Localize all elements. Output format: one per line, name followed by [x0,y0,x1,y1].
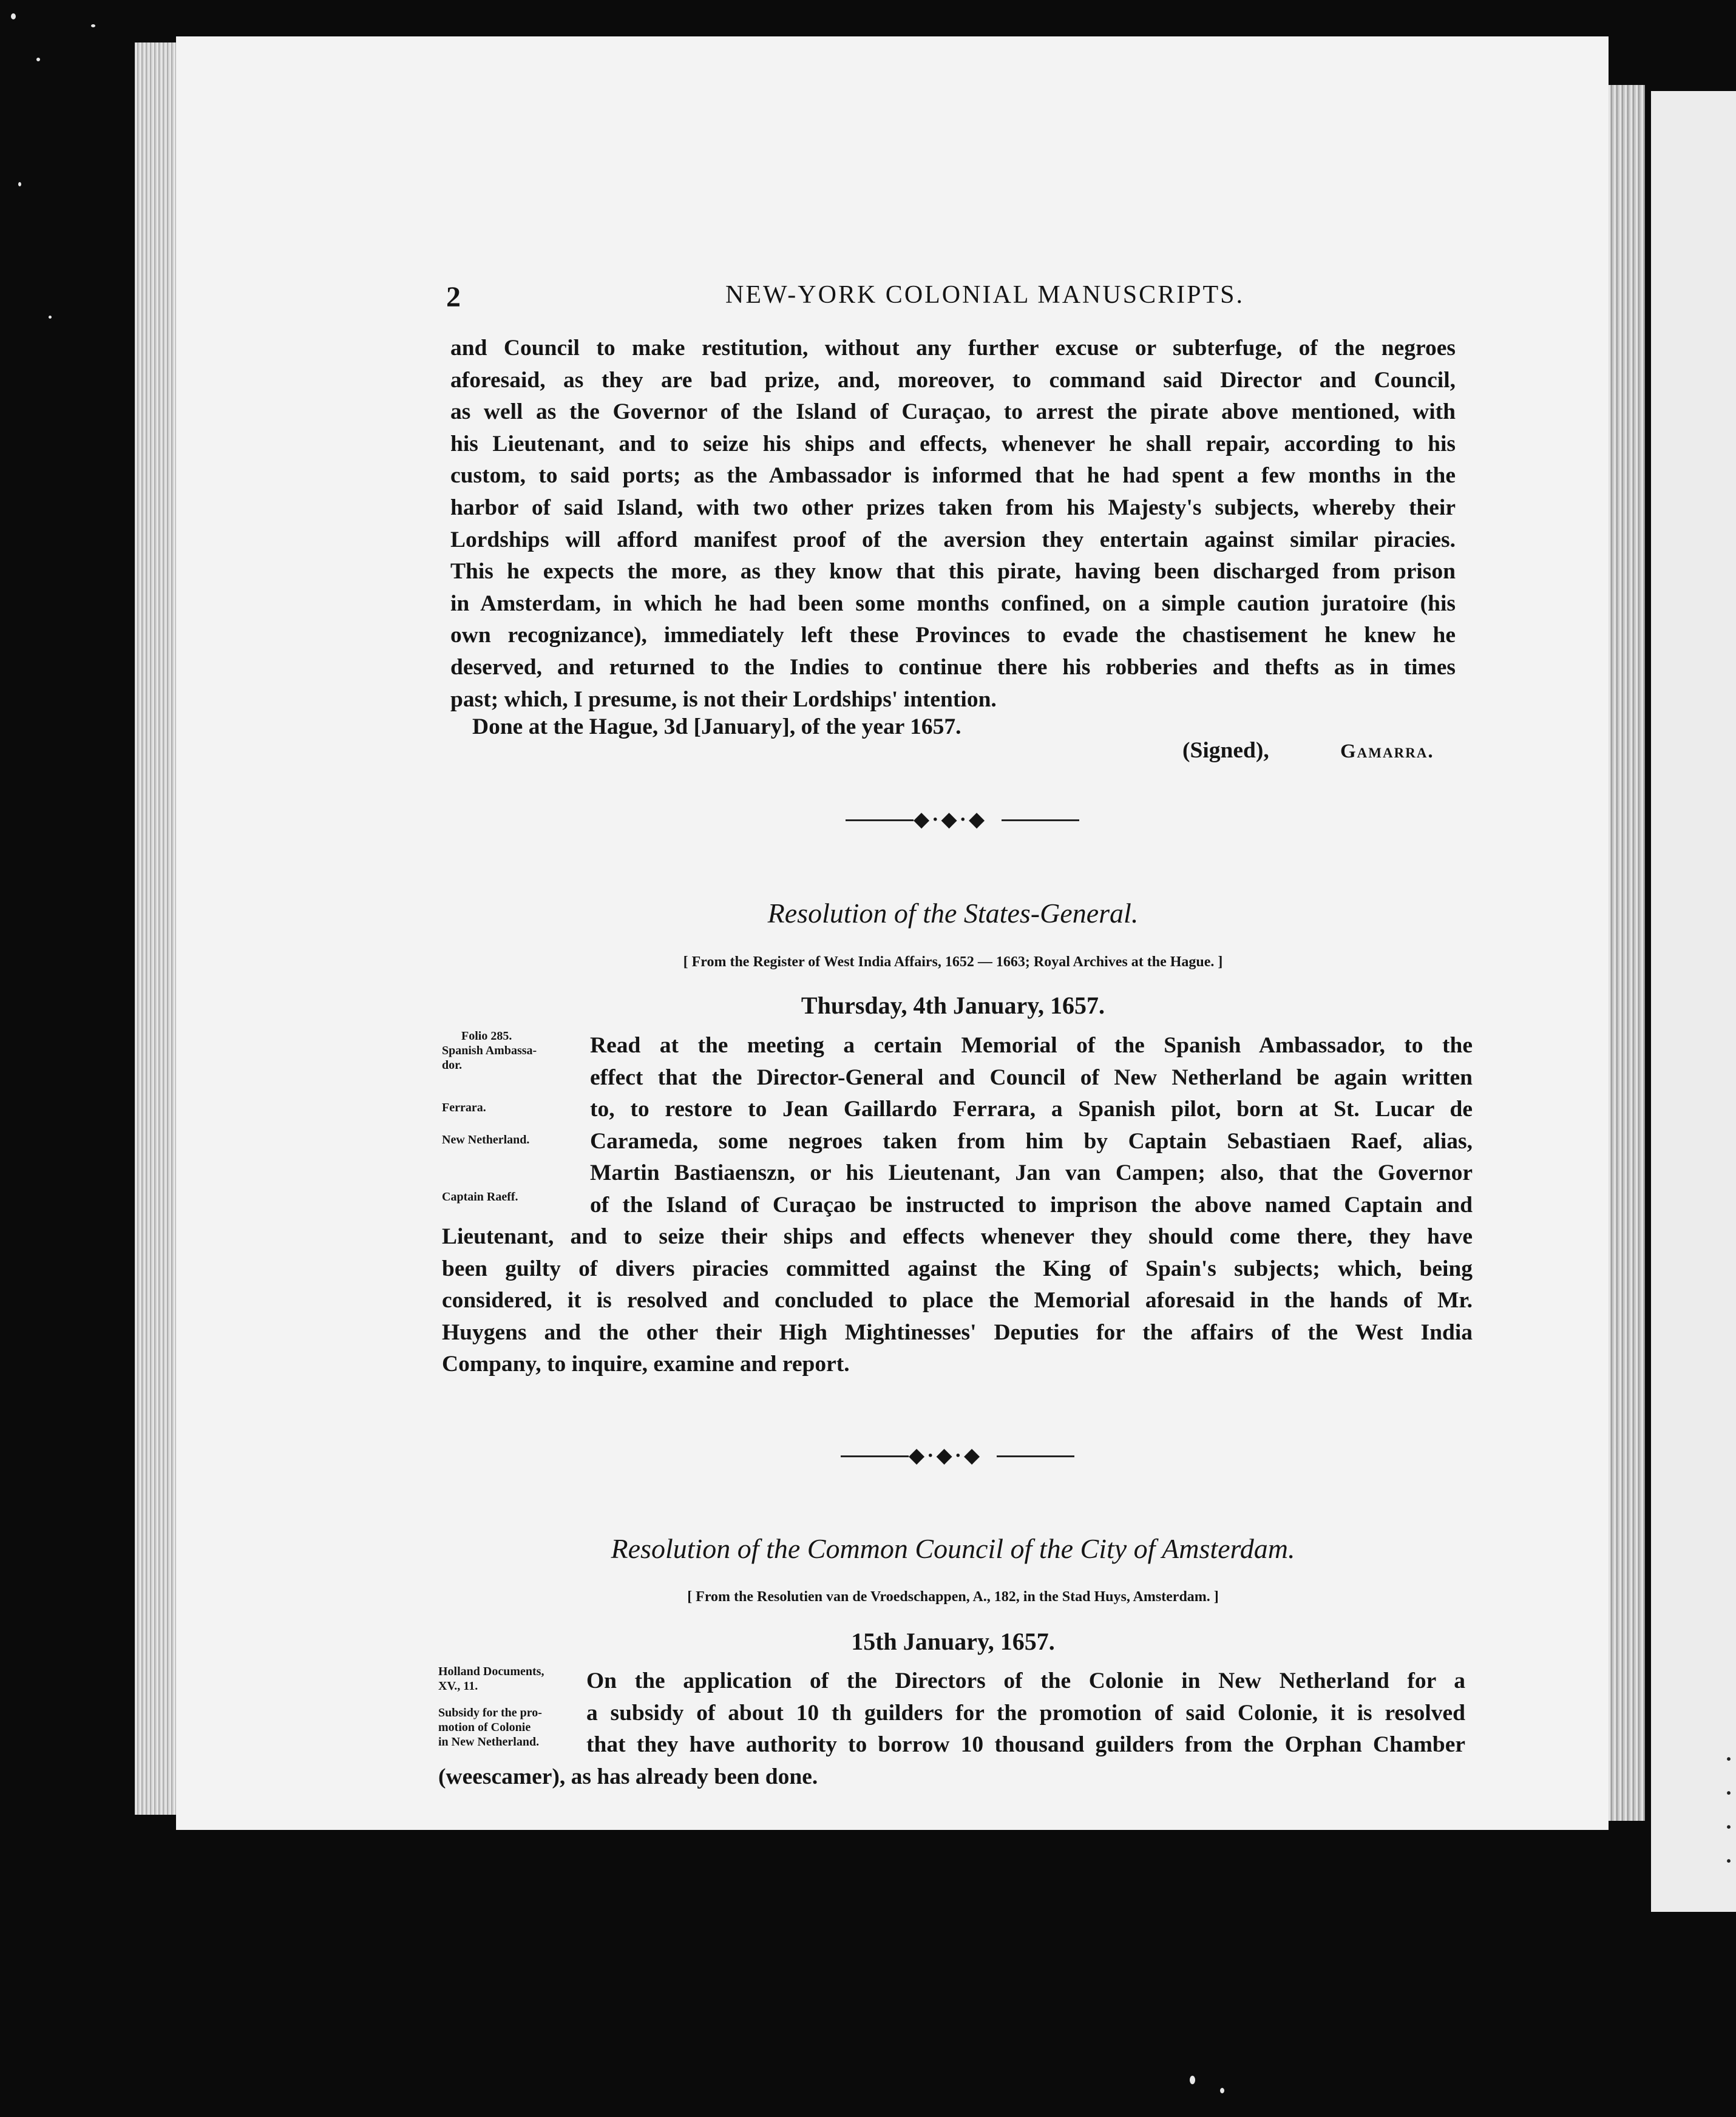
text-line: that they have authority to borrow 10 thousand guilders from the Orphan Chamber [586,1732,1465,1758]
text-line: deserved, and returned to the Indies to continue there his robberies and thefts as in times [450,654,1456,680]
margin-note-source: XV., 11. [438,1679,478,1693]
done-at-hague-line: Done at the Hague, 3d [January], of the year 1657. [472,714,961,739]
section-title-amsterdam-council: Resolution of the Common Council of the City of Amsterdam. [611,1533,1295,1564]
margin-notes-holland-documents [438,1664,544,1693]
text-line: as well as the Governor of the Island of Curaçao, to arrest the pirate above mentioned, with [450,399,1456,425]
text-line: his Lieutenant, and to seize his ships and effects, whenever he shall repair, according to his [450,431,1456,456]
text-line: custom, to said ports; as the Ambassador is informed that he had spent a few months in the [450,463,1456,489]
divider-ornament: ◆·◆·◆ [914,808,988,831]
scan-speck [11,13,16,19]
page-number: 2 [446,281,463,313]
resolution-amsterdam-paragraph [438,1761,1465,1794]
text-line: Huygens and the other their High Mightinesses' Deputies for the affairs of the West India [442,1319,1473,1345]
text-line: aforesaid, as they are bad prize, and, moreover, to command said Director and Council, [450,367,1456,393]
section-source-citation: [ From the Resolutien van de Vroedschappen, A., 182, in the Stad Huys, Amsterdam. ] [687,1589,1219,1605]
text-line: This he expects the more, as they know that this pirate, having been discharged from prison [450,559,1456,584]
text-line: Lordships will afford manifest proof of the aversion they entertain against similar piracies. [450,527,1456,552]
text-line: Carameda, some negroes taken from him by Captain Sebastiaen Raef, alias, [590,1128,1473,1154]
text-line: of the Island of Curaçao be instructed to imprison the above named Captain and [590,1192,1473,1218]
section-source-citation: [ From the Register of West India Affairs, 1652 — 1663; Royal Archives at the Hague. ] [683,954,1223,970]
margin-note-subject: motion of Colonie [438,1721,531,1734]
divider-ornament: ◆·◆·◆ [909,1445,983,1467]
memorial-continuation-paragraph [450,333,1456,716]
margin-note-source: Holland Documents, [438,1665,544,1678]
text-line: Martin Bastiaenszn, or his Lieutenant, Jan van Campen; also, that the Governor [590,1160,1473,1186]
text-line: been guilty of divers piracies committed against the King of Spain's subjects; which, being [442,1256,1473,1281]
text-line: Lieutenant, and to seize their ships and effects whenever they should come there, they have [442,1224,1473,1249]
running-title: NEW-YORK COLONIAL MANUSCRIPTS. [725,281,1244,309]
signed-label: (Signed), [1182,738,1269,763]
scan-speck [91,24,95,27]
section-title-states-general: Resolution of the States-General. [767,898,1139,929]
text-line: (weescamer), as has already been done. [438,1764,818,1789]
margin-note-new-netherland: New Netherland. [442,1133,530,1147]
section-date: Thursday, 4th January, 1657. [801,992,1105,1019]
text-line: past; which, I presume, is not their Lordships' intention. [450,686,997,712]
margin-note-subject: dor. [442,1058,463,1072]
signatory-name: Gamarra. [1340,740,1434,762]
text-line: On the application of the Directors of the Colonie in New Netherland for a [586,1668,1465,1693]
margin-note-subject: in New Netherland. [438,1735,540,1749]
book-page-edges-right [1607,85,1645,1821]
resolution-amsterdam-paragraph-indented [586,1665,1465,1761]
text-line: own recognizance), immediately left these Provinces to evade the chastisement he knew he [450,623,1456,648]
text-line: to, to restore to Jean Gaillardo Ferrara, a Spanish pilot, born at St. Lucar de [590,1097,1473,1122]
margin-note-subject: Spanish Ambassa- [442,1044,537,1057]
section-date: 15th January, 1657. [851,1628,1055,1655]
adjacent-page-fragment [1651,91,1736,1912]
scan-speck [18,182,21,186]
text-line: a subsidy of about 10 th guilders for the promotion of said Colonie, it is resolved [586,1700,1465,1726]
margin-notes [442,1029,537,1072]
text-line: harbor of said Island, with two other prizes taken from his Majesty's subjects, whereby their [450,495,1456,520]
text-line: considered, it is resolved and concluded to place the Memorial aforesaid in the hands of Mr. [442,1288,1473,1313]
margin-note-captain-raeff: Captain Raeff. [442,1190,518,1204]
text-line: Read at the meeting a certain Memorial of the Spanish Ambassador, to the [590,1033,1473,1058]
scan-speck [36,58,40,61]
adjacent-page-text-fragment: · · · · [1725,1747,1733,1873]
scan-speck [1190,2076,1195,2084]
text-line: and Council to make restitution, without any further excuse or subterfuge, of the negroes [450,336,1456,361]
resolution-states-general-paragraph-indented [590,1030,1473,1222]
margin-note-subject: Subsidy for the pro- [438,1706,542,1719]
text-line: in Amsterdam, in which he had been some months confined, on a simple caution juratoire (his [450,591,1456,616]
resolution-states-general-paragraph [442,1221,1473,1381]
scan-speck [1220,2088,1224,2093]
scan-speck [49,316,52,319]
margin-notes-subsidy [438,1705,542,1749]
margin-note-ferrara: Ferrara. [442,1101,486,1114]
text-line: effect that the Director-General and Council of New Netherland be again written [590,1065,1473,1090]
text-line: Company, to inquire, examine and report. [442,1352,850,1377]
margin-note-folio: Folio 285. [461,1029,512,1043]
